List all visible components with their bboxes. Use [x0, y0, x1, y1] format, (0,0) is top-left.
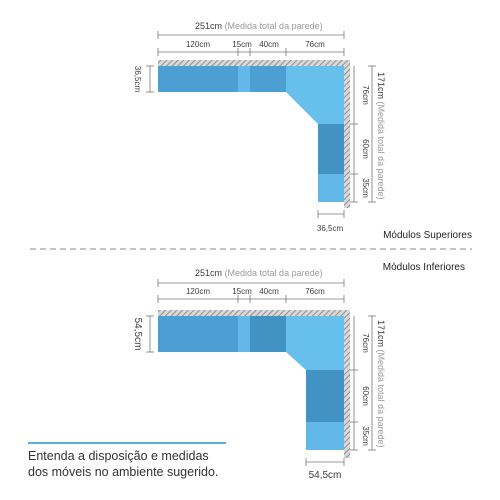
lower-module-60	[306, 370, 344, 422]
upper-seg-15: 15cm	[232, 40, 252, 49]
caption-line-2: dos móveis no ambiente sugerido.	[28, 465, 219, 479]
upper-top-wall	[158, 60, 350, 66]
upper-v-76: 76cm	[361, 85, 370, 105]
lower-right-wall	[344, 310, 350, 458]
upper-module-120	[158, 66, 238, 92]
lower-module-120	[158, 316, 238, 352]
lower-seg-120: 120cm	[185, 287, 211, 296]
upper-v-60: 60cm	[361, 139, 370, 159]
lower-seg-15: 15cm	[232, 287, 252, 296]
upper-corner-module	[286, 66, 344, 124]
lower-total-height: 171cm (Medida total da parede)	[376, 320, 386, 448]
lower-module-40	[250, 316, 286, 352]
upper-module-15	[238, 66, 250, 92]
upper-module-40	[250, 66, 286, 92]
upper-module-35	[318, 174, 344, 202]
upper-modules-diagram	[133, 21, 472, 241]
upper-depth-left: 36,5cm	[133, 65, 142, 93]
lower-module-15	[238, 316, 250, 352]
lower-v-35: 35cm	[361, 426, 370, 446]
lower-v-60: 60cm	[361, 386, 370, 406]
upper-right-wall	[344, 60, 350, 208]
upper-total-width: 251cm (Medida total da parede)	[195, 21, 323, 31]
lower-corner-module	[286, 316, 344, 370]
upper-seg-120: 120cm	[185, 40, 211, 49]
lower-top-wall	[158, 310, 350, 316]
lower-total-width: 251cm (Medida total da parede)	[195, 268, 323, 278]
lower-modules-title: Módulos Inferiores	[382, 262, 465, 273]
lower-depth-left: 54,5cm	[132, 317, 143, 351]
upper-v-35: 35cm	[361, 178, 370, 198]
upper-total-height: 171cm (Medida total da parede)	[376, 72, 386, 200]
caption-line-1: Entenda a disposição e medidas	[28, 449, 209, 463]
lower-depth-bottom: 54,5cm	[308, 470, 342, 481]
upper-seg-76: 76cm	[305, 40, 325, 49]
upper-depth-bottom: 36,5cm	[316, 224, 344, 233]
upper-module-60	[318, 124, 344, 174]
lower-seg-40: 40cm	[259, 287, 279, 296]
lower-module-35	[306, 422, 344, 450]
upper-seg-40: 40cm	[259, 40, 279, 49]
lower-seg-76: 76cm	[305, 287, 325, 296]
upper-modules-title: Módulos Superiores	[383, 230, 472, 241]
lower-v-76: 76cm	[361, 333, 370, 353]
